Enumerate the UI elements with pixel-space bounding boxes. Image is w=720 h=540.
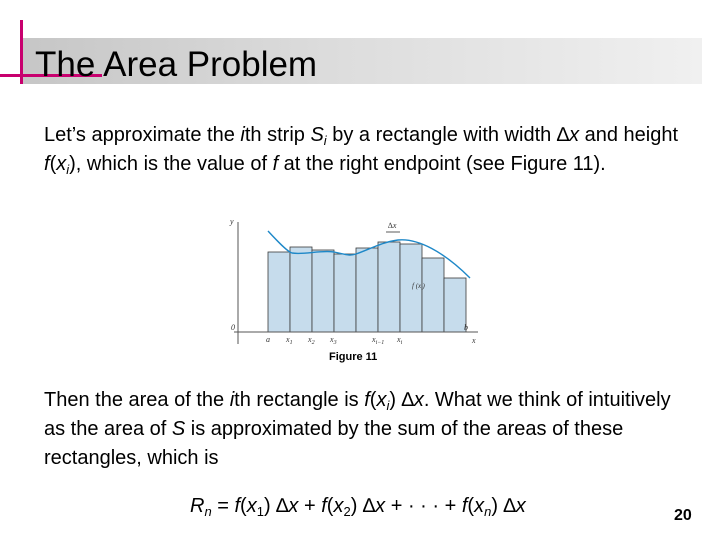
text-run: ): [389, 389, 402, 411]
tick-label-x1: $x_1$: [286, 335, 293, 346]
text-run: by a rectangle with width: [326, 124, 557, 146]
text-run: i: [240, 124, 245, 146]
riemann-sum-formula: [190, 492, 526, 520]
formula-part: ): [263, 495, 277, 517]
text-run: (: [49, 153, 57, 175]
fxi-label: f $(x_i)$: [412, 282, 425, 292]
origin-label: 0: [231, 323, 235, 332]
text-run: S: [310, 124, 324, 146]
delta-symbol: ∆: [362, 495, 376, 517]
text-run: x: [56, 153, 67, 175]
text-run: f: [364, 389, 370, 411]
formula-part: =: [211, 495, 235, 517]
formula-part: +: [298, 495, 322, 517]
text-run: Then the area of the: [44, 389, 230, 411]
text-run: x: [569, 124, 580, 146]
delta-symbol: ∆: [503, 495, 516, 517]
delta-symbol: ∆: [401, 389, 414, 411]
formula-part: (: [467, 495, 475, 517]
formula-part: (: [326, 495, 334, 517]
tick-label-xi-minus-1: $x_{i-1}$: [372, 335, 385, 346]
subscript: i: [386, 398, 390, 413]
rectangle-4: [334, 254, 356, 332]
text-run: (: [369, 389, 377, 411]
subscript: n: [484, 504, 492, 519]
tick-label-x2: $x_2$: [308, 335, 315, 346]
rectangle-5: [356, 248, 378, 332]
figure-caption: Figure 11: [329, 351, 378, 363]
x-axis-label: x: [472, 336, 476, 345]
tick-label-xi: $x_i$: [397, 335, 403, 346]
subscript: i: [66, 162, 70, 177]
text-run: Let’s approximate the: [44, 124, 241, 146]
text-run: f: [272, 153, 279, 175]
text-run: ), which is the value of: [69, 153, 273, 175]
page-number: 20: [674, 507, 692, 524]
delta-symbol: ∆: [556, 124, 570, 146]
rectangle-1: [268, 252, 290, 332]
paragraph-area: [44, 386, 694, 473]
formula-part: f: [461, 495, 468, 517]
text-run: x: [413, 389, 424, 411]
tick-label-b: b: [464, 323, 468, 332]
text-run: i: [229, 389, 235, 411]
formula-part: x: [246, 495, 257, 517]
tick-label-x3: $x_3$: [330, 335, 337, 346]
subscript: n: [204, 504, 212, 519]
rectangle-8: [422, 258, 444, 332]
formula-part: x: [333, 495, 344, 517]
subscript: 1: [256, 504, 264, 519]
y-axis-label: y: [230, 217, 234, 226]
rectangle-2: [290, 247, 312, 332]
formula-part: x: [474, 495, 485, 517]
formula-part: (: [240, 495, 247, 517]
delta-x-label: ∆x: [388, 221, 397, 230]
text-run: is approximated by the sum of the areas of these rectangles, which is: [44, 418, 624, 469]
text-run: th rectangle is: [234, 389, 365, 411]
delta-symbol: ∆: [276, 495, 289, 517]
subscript: i: [323, 133, 327, 148]
figure-11-diagram: [222, 212, 482, 348]
rectangle-9: [444, 278, 466, 332]
formula-part: x: [375, 495, 386, 517]
formula-part: ): [350, 495, 363, 517]
text-run: f: [44, 153, 50, 175]
formula-part: f: [234, 495, 241, 517]
formula-part: x: [288, 495, 299, 517]
formula-part: R: [190, 495, 205, 517]
rectangles: [268, 242, 466, 332]
text-run: x: [376, 389, 387, 411]
rectangle-3: [312, 250, 334, 332]
text-run: and height: [579, 124, 679, 146]
formula-part: f: [321, 495, 327, 517]
formula-part: + · · · +: [385, 495, 462, 517]
subscript: 2: [343, 504, 351, 519]
text-run: . What we think of intuitively as the area of: [44, 389, 671, 440]
text-run: at the right endpoint (see Figure 11).: [278, 153, 606, 175]
slide-title: The Area Problem: [35, 45, 318, 84]
formula-part: x: [515, 495, 526, 517]
text-run: th strip: [244, 124, 311, 146]
rectangle-6: [378, 242, 400, 332]
text-run: S: [171, 418, 186, 440]
tick-label-a: a: [266, 335, 270, 344]
paragraph-intro: [44, 121, 684, 179]
formula-part: ): [491, 495, 504, 517]
